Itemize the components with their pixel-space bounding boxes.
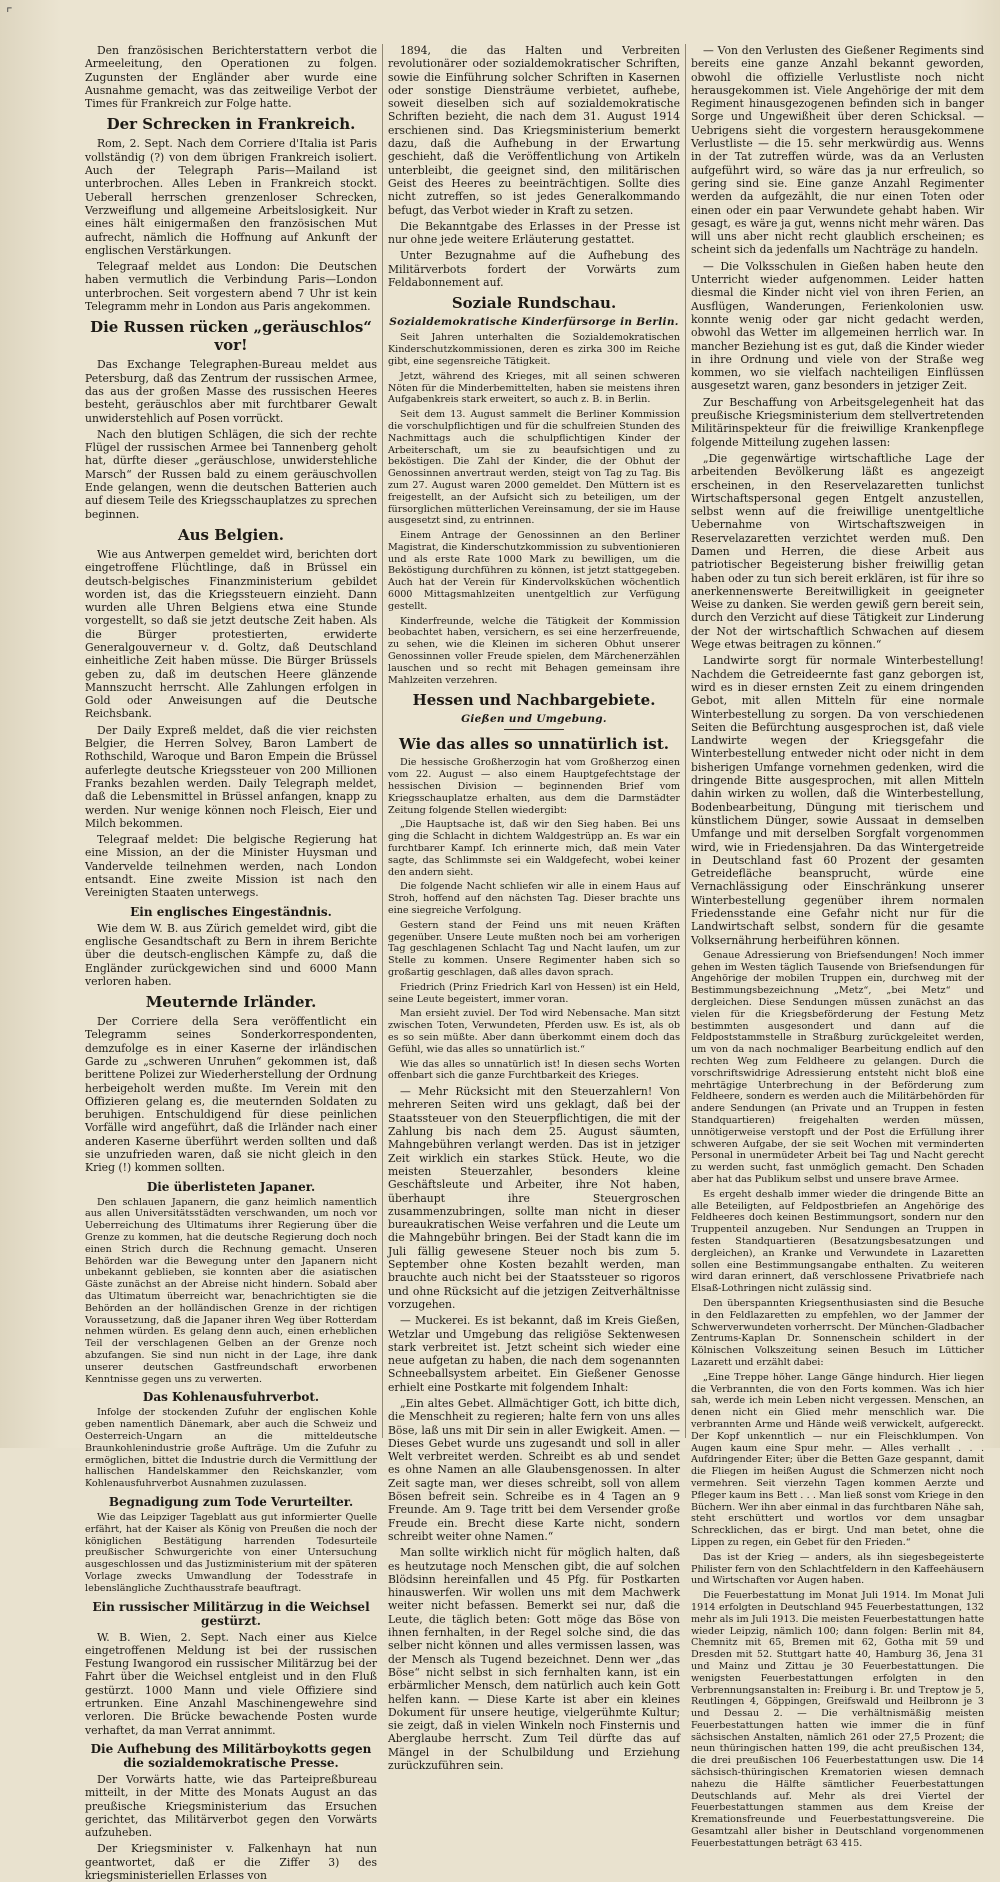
article-paragraph: Infolge der stockenden Zufuhr der englischen Kohle geben namentlich Dänemark, aber auch die Schweiz und Oesterreich-Ungarn an die mitteldeutsche Braunkohlenindustrie große Aufträge. Um die Zufuhr zu ermöglichen, bittet die Industrie durch die Vermittlung der hallischen Handelskammer den Reichskanzler, vom Kohlenausfuhrverbot Ausnahmen zuzulassen. [85, 1407, 377, 1490]
article-paragraph: „Eine Treppe höher. Lange Gänge hindurch. Hier liegen die Verbrannten, die von den Forts kommen. Was ich hier sah, werde ich mein Leben nicht vergessen. Menschen, an denen nicht ein Glied mehr menschlich war. Die verbrannten Arme und Hände weiß verwickelt, aufgereckt. Der Kopf unkenntlich — nur ein Fleischklumpen. Von Augen kaum eine Spur mehr. — Alles verhallt . . . Aufdringender Eiter; über die Betten Gaze gespannt, damit die Fliegen im heißen August die Schmerzen nicht noch vermehren. Seit vierzehn Tagen kommen Aerzte und Pfleger kaum ins Bett . . . Man ließ sonst vom Kriege in den Büchern. Wer ihn aber einmal in das furchtbaren Nähe sah, steht erschüttert und wortlos vor dem unsagbar Schrecklichen, das er birgt. Und man betet, ohne die Lippen zu regen, ein Gebet für den Frieden.“ [691, 1371, 984, 1548]
subheadline-giessen: Gießen und Umgebung. [461, 713, 607, 726]
headline-soziale-rundschau: Soziale Rundschau. [451, 294, 617, 313]
article-paragraph: — Mehr Rücksicht mit den Steuerzahlern! Von mehreren Seiten wird uns geklagt, daß bei der Staatssteuer von den Steuerpflichtigen, die mit der Zahlung bis nach dem 25. August säumten, Mahngebühren verlangt werden. Das ist in jetziger Zeit wirklich ein starkes Stück. Heute, wo die meisten Steuerzahler, besonders kleine Geschäftsleute und Arbeiter, ihre Not haben, überhaupt ihre Steuergroschen zusammenzubringen, sollte man nicht in dieser bureaukratischen Weise verfahren und die Leute um die Mahngebühr bringen. Bei der Stadt kann die im Juli fällig gewesene Steuer noch bis zum 5. September ohne Kosten bezahlt werden, man brauchte auch nicht bei der Staatssteuer so rigoros und ohne Rücksicht auf die jetzigen Zeitverhältnisse vorzugehen. [388, 1085, 680, 1311]
article-paragraph: Das ist der Krieg — anders, als ihn siegesbegeisterte Philister fern von den Schlachtfeldern in den Kaffeehäusern und Wirtschaften vor Augen haben. [691, 1551, 984, 1587]
article-paragraph: Der Corriere della Sera veröffentlicht ein Telegramm seines Sonderkorrespondenten, demzufolge es in einer Kaserne der irländischen Garde zu „schweren Unruhen“ gekommen ist, daß berittene Polizei zur Wiederherstellung der Ordnung herbeigeholt werden mußte. Im Verein mit den Offizieren gelang es, die meuternden Soldaten zu beruhigen. Entschuldigend für diese peinlichen Vorfälle wird angeführt, daß die Irländer nach einer anderen Kaserne überführt werden sollten und daß sie unzufrieden waren, daß sie nicht gleich in den Krieg (!) kommen sollten. [85, 1015, 377, 1175]
article-paragraph: Landwirte sorgt für normale Winterbestellung! Nachdem die Getreideernte fast ganz geborgen ist, wird es in dieser ernsten Zeit zu einem dringenden Gebot, mit allen Mitteln für eine normale Winterbestellung zu sorgen. Da von verschiedenen Seiten die Befürchtung ausgesprochen ist, daß viele Landwirte wegen der Kriegsgefahr die Winterbestellung entweder nicht oder nicht in dem bisherigen Umfange vornehmen gedenken, wird die dringende Bitte ausgesprochen, mit allen Mitteln dahin wirken zu wollen, daß die Winterbestellung, Bodenbearbeitung, Düngung mit tierischem und künstlichem Dünger, sowie Aussaat in demselben Umfange und mit derselben Sorgfalt vorgenommen wird, wie in Friedensjahren. Da das Wintergetreide in Deutschland fast 60 Prozent der gesamten Getreidefläche beansprucht, würde eine Vernachlässigung oder Einschränkung unserer Winterbestellung gegenüber ihrem normalen Friedensstande eine Gefahr nicht nur für die Landwirtschaft selbst, sondern für die gesamte Volksernährung herbeiführen können. [691, 654, 984, 947]
article-paragraph: „Ein altes Gebet. Allmächtiger Gott, ich bitte dich, die Menschheit zu regieren; halte fern von uns alles Böse, laß uns mit Dir sein in aller Ewigkeit. Amen. — Dieses Gebet wurde uns zugesandt und soll in aller Welt verbreitet werden. Schreibt es ab und sendet es ohne Namen an alle Glaubensgenossen. In alter Zeit sagte man, wer dieses schreibt, soll von allem Bösen befreit sein. Schreibe es in 4 Tagen an 9 Freunde. Am 9. Tage tritt bei dem Versender große Freude ein. Brecht diese Karte nicht, sondern schreibt weiter ohne Namen.“ [388, 1397, 680, 1543]
headline-meuternde-irlaender: Meuternde Irländer. [145, 993, 317, 1012]
headline-unnatuerlich: Wie das alles so unnatürlich ist. [398, 735, 670, 754]
article-paragraph: — Von den Verlusten des Gießener Regiments sind bereits eine ganze Anzahl bekannt geworden, obwohl die offizielle Verlustliste noch nicht herausgekommen ist. Viele Angehörige der mit dem Regiment hinausgezogenen befinden sich in banger Sorge und Ungewißheit über deren Schicksal. — Uebrigens sieht die vorgestern herausgekommene Verlustliste — die 15. sehr merkwürdig aus. Wenns in der Tat zutreffen würde, was da an Verlusten aufgeführt wird, so wäre das ja nur erfreulich, so gering sind sie. Eine ganze Anzahl Regimenter werden da aufgezählt, die nur einen Toten oder einen oder ein paar Verwundete gehabt haben. Wir gesagt, es wäre ja gut, wenns nicht mehr wären. Das will uns aber nicht recht glaublich erscheinen; es scheint sich da jedenfalls um Nachträge zu handeln. [691, 44, 984, 257]
headline-englisches-eingestaendnis: Ein englisches Eingeständnis. [130, 904, 332, 919]
article-paragraph: Seit Jahren unterhalten die Sozialdemokratischen Kinderschutzkommissionen, deren es zirka 300 im Reiche gibt, eine segensreiche Tätigkeit. [388, 332, 680, 367]
article-paragraph: Die hessische Großherzogin hat vom Großherzog einen vom 22. August — also einem Hauptgefechtstage der hessischen Division — beginnenden Brief vom Kriegsschauplatze erhalten, aus dem die Darmstädter Zeitung folgende Stellen wiedergibt: [388, 757, 680, 816]
article-paragraph: 1894, die das Halten und Verbreiten revolutionärer oder sozialdemokratischer Schriften, sowie die Einführung solcher Schriften in Kasernen oder sonstige Diensträume verbietet, aufhebe, soweit dieselben sich auf sozialdemokratische Schriften bezieht, die nach dem 31. August 1914 erschienen sind. Das Kriegsministerium bemerkt dazu, daß die Aufhebung in der Erwartung geschieht, daß die Veröffentlichung von Artikeln unterbleibt, die geeignet sind, den militärischen Geist des Heeres zu beeinträchtigen. Sollte dies nicht zutreffen, so ist jedes Generalkommando befugt, das Verbot wieder in Kraft zu setzen. [388, 44, 680, 217]
column-2 [383, 44, 686, 1773]
article-paragraph: Seit dem 13. August sammelt die Berliner Kommission die vorschulpflichtigen und für die schulfreien Stunden des Nachmittags auch die schulpflichtigen Kinder der Arbeiterschaft, um sie zu beaufsichtigen und zu beköstigen. Die Zahl der Kinder, die der Obhut der Genossinnen anvertraut werden, steigt von Tag zu Tag. Bis zum 27. August waren 2000 gemeldet. Den Müttern ist es freigestellt, an der Aufsicht sich zu beteiligen, um der fürsorglichen mütterlichen Vereinsamung, der sie im Hause ausgesetzt sind, zu entrinnen. [388, 409, 681, 527]
headline-militaerboykott: Die Aufhebung des Militärboykotts gegen die sozialdemokratische Presse. [90, 1741, 372, 1770]
article-paragraph: Rom, 2. Sept. Nach dem Corriere d'Italia ist Paris vollständig (?) von dem übrigen Frankreich isoliert. Auch der Telegraph Paris—Mailand ist unterbrochen. Alles Leben in Frankreich stockt. Ueberall herrschen grenzenloser Schrecken, Verzweiflung und allgemeine Arbeitslosigkeit. Nur eines hält einigermaßen den französischen Mut aufrecht, nämlich die Hoffnung auf Ankunft der englischen Verstärkungen. [85, 137, 377, 257]
article-paragraph: Zur Beschaffung von Arbeitsgelegenheit hat das preußische Kriegsministerium dem stellvertretenden Militärinspekteur für die freiwillige Krankenpflege folgende Mitteilung zugehen lassen: [691, 395, 984, 449]
article-paragraph: Das Exchange Telegraphen-Bureau meldet aus Petersburg, daß das Zentrum der russischen Armee, das aus der großen Masse des russischen Heeres besteht, geräuschlos aber mit furchtbarer Gewalt unwiderstehlich auf Posen vorrückt. [85, 358, 377, 425]
article-paragraph: — Die Volksschulen in Gießen haben heute den Unterricht wieder aufgenommen. Leider hatten diesmal die Kinder nicht viel von ihren Ferien, an Ausflügen, Wanderungen, Ferienkolonien usw. konnte wenig oder gar nicht gedacht werden, obwohl das Wetter im allgemeinen herrlich war. In mancher Beziehung ist es gut, daß die Kinder wieder in ihre Ordnung und viele von der Straße weg kommen, wo sie vielfach nachteiligen Einflüssen ausgesetzt waren, ganz besonders in jetziger Zeit. [691, 259, 984, 393]
article-paragraph: „Die gegenwärtige wirtschaftliche Lage der arbeitenden Bevölkerung läßt es angezeigt erscheinen, in den Reservelazaretten tunlichst Wirtschaftspersonal gegen Entgelt anzustellen, selbst wenn auf die freiwillige unentgeltliche Uebernahme von Wirtschaftszweigen in Reservelazaretten verzichtet werden muß. Den Damen und Herren, die diese Arbeit aus patriotischer Begeisterung bisher freiwillig getan haben oder zu tun sich bereit erklären, ist für ihre so anerkennenswerte Bereitwilligkeit in geeigneter Weise zu danken. Sie werden gewiß gern bereit sein, durch den Verzicht auf diese Tätigkeit zur Linderung der Not der wirtschaftlich Schwachen auf diesem Wege etwas beitragen zu können.“ [691, 451, 984, 652]
article-paragraph: „Die Hauptsache ist, daß wir den Sieg haben. Bei uns ging die Schlacht in dichtem Waldgestrüpp an. Es war ein furchtbarer Kampf. Ich erinnerte mich, daß mein Vater sagte, das Schlimmste sei ein Waldgefecht, wobei keiner den andern sieht. [388, 819, 680, 878]
article-paragraph: Unter Bezugnahme auf die Aufhebung des Militärverbots fordert der Vorwärts zum Feldabonnement auf. [388, 249, 680, 290]
article-columns [80, 44, 990, 1882]
article-paragraph: Der Kriegsminister v. Falkenhayn hat nun geantwortet, daß er die Ziffer 3) des kriegsministeriellen Erlasses von [85, 1842, 377, 1882]
column-3 [686, 44, 989, 1849]
headline-begnadigung: Begnadigung zum Tode Verurteilter. [108, 1495, 354, 1509]
article-paragraph: Telegraaf meldet aus London: Die Deutschen haben vermutlich die Verbindung Paris—London unterbrochen. Seit vorgestern abend 7 Uhr ist kein Telegramm mehr in London aus Paris angekommen. [85, 260, 377, 314]
article-paragraph: Den schlauen Japanern, die ganz heimlich namentlich aus allen Universitätsstädten verschwanden, um noch vor Ueberreichung des Ultimatums ihrer Regierung über die Grenze zu kommen, hat die deutsche Regierung doch noch einen Strich durch die Rechnung gemacht. Unseren Behörden war die Bewegung unter den Japanern nicht unbekannt geblieben, sie konnten aber die asiatischen Gäste zunächst an der Abreise nicht hindern. Sobald aber das Ultimatum überreicht war, benachrichtigten sie die Behörden an der holländischen Grenze in der richtigen Voraussetzung, daß die Japaner ihren Weg über Rotterdam nehmen würden. Es gelang denn auch, einen erheblichen Teil der verschlagenen Gelben an der Grenze noch abzufangen. Sie sind nun nicht in der Lage, ihre dank unserer deutschen Gastfreundschaft erworbenen Kenntnisse gegen uns zu verwerten. [85, 1196, 377, 1385]
article-paragraph: Telegraaf meldet: Die belgische Regierung hat eine Mission, an der die Minister Huysman und Vandervelde teilnehmen werden, nach London entsandt. Eine zweite Mission ist nach den Vereinigten Staaten unterwegs. [85, 833, 377, 900]
page-corner-mark: ⌜ [6, 6, 13, 22]
article-paragraph: Den französischen Berichterstattern verbot die Armeeleitung, den Operationen zu folgen. Zugunsten der Engländer aber wurde eine Ausnahme gemacht, was das zeitweilige Verbot der Times für Frankreich zur Folge hatte. [85, 44, 377, 111]
article-paragraph: Man sollte wirklich nicht für möglich halten, daß es heutzutage noch Menschen gibt, die auf solchen Blödsinn hereinfallen und 45 Pfg. für Postkarten hinauswerfen. Wir wollen uns mit dem Machwerk weiter nicht befassen. Bemerkt sei nur, daß die Leute, die täglich beten: Gott möge das Böse von ihnen fernhalten, in der Regel solche sind, die das selber nicht können und alles vermissen lassen, was der Mensch als Tugend bezeichnet. Denn wer „das Böse“ nicht selbst in sich fernhalten kann, ist ein erbärmlicher Mensch, dem natürlich auch kein Gott helfen kann. — Diese Karte ist aber ein kleines Dokument für unsere heutige, vielgerühmte Kultur; sie zeigt, daß in vielen Winkeln noch Finsternis und Aberglaube herrscht. Zum Teil dürfte das auf Mängel in der Schulbildung und Erziehung zurückzuführen sein. [388, 1546, 680, 1773]
article-paragraph: Wie das alles so unnatürlich ist! In diesen sechs Worten offenbart sich die ganze Furchtbarkeit des Krieges. [388, 1058, 680, 1082]
article-paragraph: Friedrich (Prinz Friedrich Karl von Hessen) ist ein Held, seine Leute begeistert, immer voran. [388, 981, 680, 1005]
column-1 [80, 44, 383, 1882]
article-paragraph: Man ersieht zuviel. Der Tod wird Nebensache. Man sitzt zwischen Toten, Verwundeten, Pferden usw. Es ist, als ob es so sein müßte. Aber dann überkommt einem doch das Gefühl, wie das alles so unnatürlich ist.“ [388, 1008, 680, 1055]
headline-kohlenausfuhrverbot: Das Kohlenausfuhrverbot. [142, 1390, 320, 1405]
article-paragraph: Kinderfreunde, welche die Tätigkeit der Kommission beobachtet haben, versichern, es sei eine herzerfreuende, zu sehen, wie die Kleinen im sicheren Obhut unserer Genossinnen voller Freude spielen, dem Märchenerzählen lauschen und so recht mit Behagen gemeinsam ihre Mahlzeiten verzehren. [388, 615, 680, 686]
article-paragraph: — Muckerei. Es ist bekannt, daß im Kreis Gießen, Wetzlar und Umgebung das religiöse Sektenwesen stark verbreitet ist. Jetzt scheint sich wieder eine neue aufgetan zu haben, die nach dem sogenannten Schneeballsystem arbeitet. Ein Gießener Genosse erhielt eine Postkarte mit folgendem Inhalt: [388, 1314, 680, 1394]
section-heading-hessen: Hessen und Nachbargebiete. [412, 691, 656, 710]
article-paragraph: Es ergeht deshalb immer wieder die dringende Bitte an alle Beteiligten, auf Feldpostbriefen an Angehörige des Feldheeres doch keinen Bestimmungsort, sondern nur den Truppenteil anzugeben. Nur Sendungen an Truppen in festen Standquartieren (Besatzungsbesatzungen und dergleichen), an Kranke und Verwundete in Lazaretten sollen eine Bestimmungsangabe enthalten. Zu weiteren wird daran erinnert, daß verschlossene Privatbriefe nach Elsaß-Lothringen nicht zulässig sind. [691, 1188, 984, 1295]
article-paragraph: W. B. Wien, 2. Sept. Nach einer aus Kielce eingetroffenen Meldung ist bei der russischen Festung Iwangorod ein russischer Militärzug bei der Fahrt über die Weichsel entgleist und in den Fluß gestürzt. 1000 Mann und viele Offiziere sind ertrunken. Eine Anzahl Maschinengewehre sind verloren. Die Brücke bewachende Posten wurde verhaftet, da man Verrat annimmt. [85, 1630, 377, 1737]
article-paragraph: Nach den blutigen Schlägen, die sich der rechte Flügel der russischen Armee bei Tannenberg geholt hat, dürfte dieser „geräuschlose, unwiderstehliche Marsch“ der Russen bald zu einem geräuschvollen Ende gelangen, wenn die deutschen Batterien auch auf diesem Teile des Kriegsschauplatzes zu sprechen beginnen. [85, 427, 377, 521]
article-paragraph: Der Vorwärts hatte, wie das Parteipreßbureau mitteilt, in der Mitte des Monats August an das preußische Kriegsministerium das Ersuchen gerichtet, das Militärverbot gegen den Vorwärts aufzuheben. [85, 1772, 377, 1840]
headline-militaerzug-weichsel: Ein russischer Militärzug in die Weichsel gestürzt. [92, 1599, 370, 1628]
article-paragraph: Genaue Adressierung von Briefsendungen! Noch immer gehen im Westen täglich Tausende von Briefsendungen für Angehörige der mobilen Truppen ein, durchweg mit der Bestimmungsbezeichnung „Metz“, „bei Metz“ und dergleichen. Diese Sendungen müssen zunächst an das vielen für die Kriegsbeförderung der Festung Metz bestimmten ausgesondert und dann auf die Feldpoststammstelle in Straßburg zurückgeleitet werden, um von da nach nochmaliger Bearbeitung endlich auf den rechten Weg zum Feldheere zu gelangen. Durch die vorschriftswidrige Adressierung entsteht nicht bloß eine mehrtägige Unterbrechung in der Beförderung zum Feldheere, sondern es werden auch die Militärbehörden für andere Sendungen (an Private und an Truppen in festen Standquartieren) freigehalten werden müssen, unnötigerweise verstopft und der Post die Erfüllung ihrer schweren Aufgabe, der sie seit Wochen mit verminderten Personal in unermüdeter Arbeit bei Tag und Nacht gerecht zu werden sucht, fast unmöglich gemacht. Den Schaden aber hat das Publikum selbst und unsere brave Armee. [691, 949, 984, 1186]
article-paragraph: Gestern stand der Feind uns mit neuen Kräften gegenüber. Unsere Leute mußten noch bei am vorherigen Tag geschlagenen Schlacht Tag und Nacht laufen, um zur Stelle zu kommen. Unsere Regimenter haben sich so großartig geschlagen, daß alles davon sprach. [388, 919, 680, 978]
article-paragraph: Den überspannten Kriegsenthusiasten sind die Besuche in den Feldlazaretten zu empfehlen, wo der Jammer der Schwerverwundeten vorherrscht. Der München-Gladbacher Zentrums-Kaplan Dr. Sonnenschein schildert in der Kölnischen Volkszeitung seinen Besuch im Lütticher Lazarett und erzählt dabei: [691, 1298, 984, 1368]
divider-rule [504, 729, 564, 730]
article-paragraph: Wie das Leipziger Tageblatt aus gut informierter Quelle erfährt, hat der Kaiser als König von Preußen die noch der königlichen Bestätigung harrenden Todesurteile preußischer Schwurgerichte von einer Untersuchung ausgeschlossen und das Justizministerium mit der späteren Vorlage zwecks Umwandlung der Todesstrafe in lebenslängliche Zuchthausstrafe beauftragt. [85, 1512, 377, 1594]
article-paragraph: Die Feuerbestattung im Monat Juli 1914. Im Monat Juli 1914 erfolgten in Deutschland 945 Feuerbestattungen, 132 mehr als im Juli 1913. Die meisten Feuerbestattungen hatte wieder Leipzig, nämlich 100; dann folgen: Berlin mit 84, Chemnitz mit 65, Bremen mit 62, Gotha mit 59 und Dresden mit 52. Stuttgart hatte 40, Hamburg 36, Jena 31 und Mainz und Zittau je 30 Feuerbestattungen. Die wenigsten Feuerbestattungen erfolgten in den Verbrennungsanstalten in: Freiburg i. Br. und Treptow je 5, Reutlingen 4, Göppingen, Greifswald und Heilbronn je 3 und Dessau 2. — Die verhältnismäßig meisten Feuerbestattungen hatten wie immer die in fünf sächsischen Anstalten, nämlich 261 oder 27,5 Prozent; die neun thüringischen hatten 199, die acht preußischen 134, die drei preußischen 106 Feuerbestattungen usw. Die 14 sächsisch-thüringischen Krematorien wiesen demnach nahezu die Hälfte sämtlicher Feuerbestattungen Deutschlands auf. Mehr als drei Viertel der Feuerbestattungen stammen aus dem Kreise der Kremationsfreunde und Feuerbestattungsvereine. Die Gesamtzahl aller bisher in Deutschland vorgenommenen Feuerbestattungen beträgt 63 415. [691, 1590, 984, 1849]
headline-russen-ruecken-vor: Die Russen rücken „geräuschlos“ vor! [90, 318, 372, 355]
article-paragraph: Wie dem W. B. aus Zürich gemeldet wird, gibt die englische Gesandtschaft zu Bern in ihrem Berichte über die deutsch-englischen Kämpfe zu, daß die Engländer zurückgewichen sind und 6000 Mann verloren haben. [85, 921, 377, 988]
article-paragraph: Einem Antrage der Genossinnen an den Berliner Magistrat, die Kinderschutzkommission zu subventionieren und als erste Rate 1000 Mark zu bewilligen, um die Beköstigung durchführen zu können, ist jetzt stattgegeben. Auch hat der Verein für Kindervolksküchen wöchentlich 6000 Mittagsmahlzeiten unentgeltlich zur Verfügung gestellt. [388, 530, 680, 612]
article-paragraph: Wie aus Antwerpen gemeldet wird, berichten dort eingetroffene Flüchtlinge, daß in Brüssel ein deutsch-belgisches Finanzministerium gebildet worden ist, das die Kriegssteuern einzieht. Dann wurden alle Uhren Belgiens etwa eine Stunde vorgestellt, so daß sie jetzt deutsche Zeit haben. Als die Bürger protestierten, erwiderte Generalgouverneur v. d. Goltz, daß Deutschland einheitliche Zeit haben müsse. Die Bürger Brüssels geben zu, daß im deutschen Heere glänzende Mannszucht herrscht. Alle Zahlungen erfolgen in Gold oder Anweisungen auf die Deutsche Reichsbank. [85, 547, 377, 721]
headline-aus-belgien: Aus Belgien. [178, 525, 284, 544]
headline-schrecken-frankreich: Der Schrecken in Frankreich. [106, 115, 356, 134]
article-paragraph: Die folgende Nacht schliefen wir alle in einem Haus auf Stroh, hoffend auf den nächsten Tag. Dieser brachte uns eine siegreiche Verfolgung. [388, 881, 680, 917]
subheadline-kinderfuersorge: Sozialdemokratische Kinderfürsorge in Berlin. [389, 316, 679, 329]
article-paragraph: Die Bekanntgabe des Erlasses in der Presse ist nur ohne jede weitere Erläuterung gestattet. [388, 219, 680, 247]
headline-ueberlistete-japaner: Die überlisteten Japaner. [146, 1179, 316, 1194]
article-paragraph: Jetzt, während des Krieges, mit all seinen schweren Nöten für die Minderbemittelten, haben sie meistens ihren Aufgabenkreis stark erweitert, so auch z. B. in Berlin. [388, 370, 680, 406]
article-paragraph: Der Daily Expreß meldet, daß die vier reichsten Belgier, die Herren Solvey, Baron Lambert de Rothschild, Waroque und Baron Empein die Brüssel auferlegte deutsche Kriegssteuer von 200 Millionen Franks bezahlen werden. Daily Telegraph meldet, daß die Lebensmittel in Brüssel anfangen, knapp zu werden. Nur wenige können noch Fleisch, Eier und Milch bekommen. [85, 723, 377, 830]
